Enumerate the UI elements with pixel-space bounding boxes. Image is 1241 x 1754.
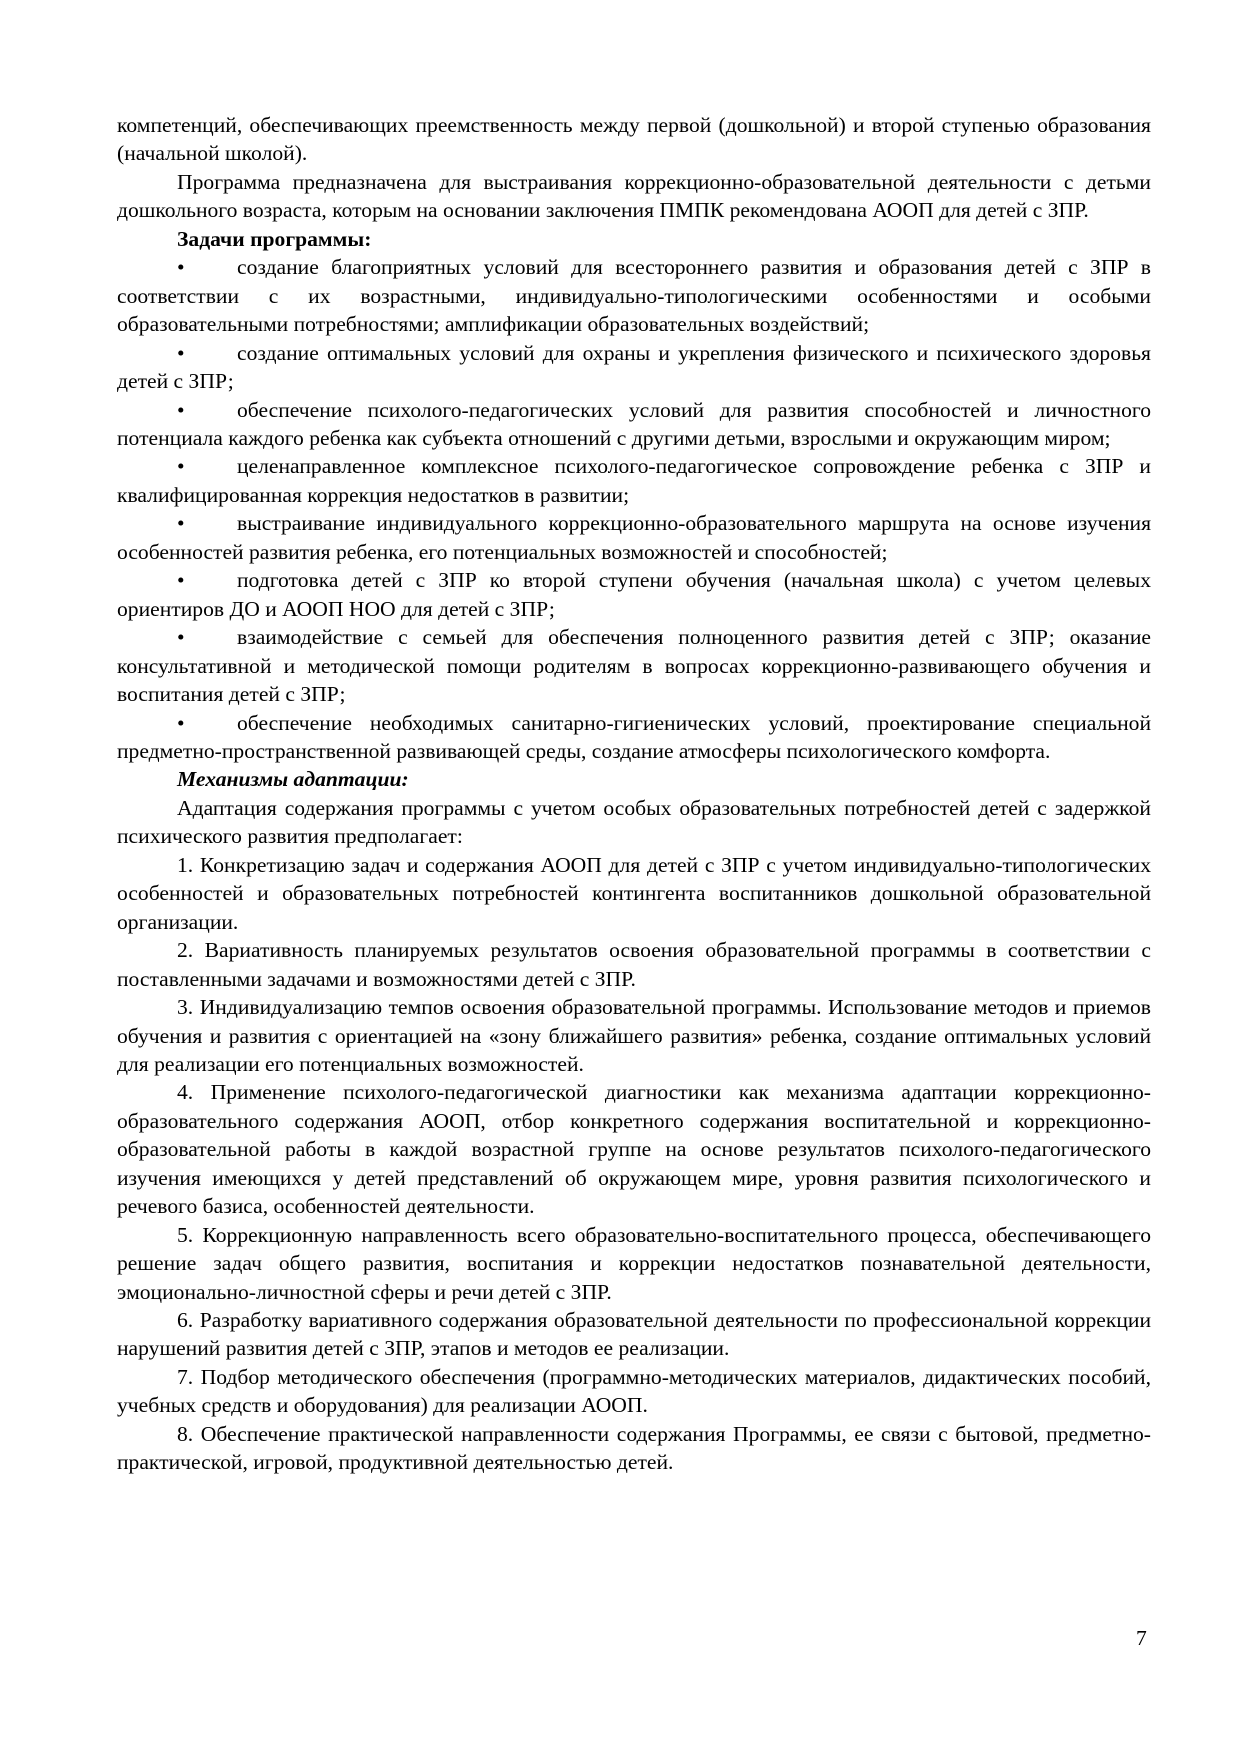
task-item	[117, 253, 1151, 338]
task-text: обеспечение необходимых санитарно-гигиенических условий, проектирование специальной предметно-пространственной развивающей среды, создание атмосферы психологического комфорта.	[117, 710, 1151, 763]
mechanism-item: 8. Обеспечение практической направленности содержания Программы, ее связи с бытовой, предметно-практической, игровой, продуктивной деятельностью детей.	[117, 1421, 1151, 1475]
mechanism-item: 2. Вариативность планируемых результатов освоения образовательной программы в соответствии с поставленными задачами и возможностями детей с ЗПР.	[117, 938, 1151, 991]
intro-paragraph: Программа предназначена для выстраивания коррекционно-образовательной деятельности с детьми дошкольного возраста, которым на основании заключения ПМПК рекомендована АООП для детей с ЗПР.	[117, 169, 1151, 223]
bullet-icon: •	[177, 397, 185, 422]
document-page	[117, 111, 1151, 1477]
task-item	[117, 709, 1151, 766]
task-item	[117, 452, 1151, 509]
mechanisms-intro-paragraph: Адаптация содержания программы с учетом особых образовательных потребностей детей с задержкой психического развития предполагает:	[117, 795, 1151, 849]
task-item	[117, 396, 1151, 453]
bullet-icon: •	[177, 568, 185, 593]
task-text: целенаправленное комплексное психолого-педагогическое сопровождение ребенка с ЗПР и квалифицированная коррекция недостатков в развитии;	[117, 454, 1151, 507]
mechanism-item: 3. Индивидуализацию темпов освоения образовательной программы. Использование методов и приемов обучения и развития с ориентацией на «зону ближайшего развития» ребенка, создание оптимальных условий для реализации его потенциальных возможностей.	[117, 995, 1151, 1076]
bullet-icon: •	[177, 710, 185, 735]
mechanism-item: 5. Коррекционную направленность всего образовательно-воспитательного процесса, обеспечивающего решение задач общего развития, воспитания и коррекции недостатков познавательной деятельности, эмоционально-личностной сферы и речи детей с ЗПР.	[117, 1222, 1151, 1304]
tasks-list	[117, 253, 1151, 765]
task-text: подготовка детей с ЗПР ко второй ступени обучения (начальная школа) с учетом целевых ориентиров ДО и АООП НОО для детей с ЗПР;	[117, 568, 1151, 621]
bullet-icon: •	[177, 255, 185, 280]
mechanisms-list	[117, 851, 1151, 1477]
intro-continuation-paragraph: компетенций, обеспечивающих преемственность между первой (дошкольной) и второй ступенью образования (начальной школой).	[117, 113, 1151, 166]
task-item	[117, 509, 1151, 566]
mechanism-item: 7. Подбор методического обеспечения (программно-методических материалов, дидактических пособий, учебных средств и оборудования) для реализации АООП.	[117, 1364, 1151, 1418]
task-text: взаимодействие с семьей для обеспечения полноценного развития детей с ЗПР; оказание консультативной и методической помощи родителям в вопросах коррекционно-развивающего обучения и воспитания детей с ЗПР;	[117, 625, 1151, 707]
mechanism-item: 1. Конкретизацию задач и содержания АООП для детей с ЗПР с учетом индивидуально-типологических особенностей и образовательных потребностей контингента воспитанников дошкольной образовательной организации.	[117, 852, 1151, 934]
task-text: выстраивание индивидуального коррекционно-образовательного маршрута на основе изучения особенностей развития ребенка, его потенциальных возможностей и способностей;	[117, 511, 1151, 564]
task-item	[117, 339, 1151, 396]
task-text: обеспечение психолого-педагогических условий для развития способностей и личностного потенциала каждого ребенка как субъекта отношений с другими детьми, взрослыми и окружающим миром;	[117, 397, 1151, 450]
bullet-icon: •	[177, 454, 185, 479]
mechanism-item: 6. Разработку вариативного содержания образовательной деятельности по профессиональной коррекции нарушений развития детей с ЗПР, этапов и методов ее реализации.	[117, 1308, 1151, 1361]
mechanisms-heading: Механизмы адаптации:	[177, 767, 409, 792]
task-item	[117, 566, 1151, 623]
bullet-icon: •	[177, 625, 185, 650]
task-text: создание благоприятных условий для всестороннего развития и образования детей с ЗПР в соответствии с их возрастными, индивидуально-типологическими особенностями и особыми образовательными потребностями; амплификации образовательных воздействий;	[117, 255, 1151, 337]
task-text: создание оптимальных условий для охраны и укрепления физического и психического здоровья детей с ЗПР;	[117, 340, 1151, 394]
page-number: 7	[1136, 1626, 1147, 1650]
bullet-icon: •	[177, 511, 185, 536]
bullet-icon: •	[177, 340, 185, 365]
tasks-heading: Задачи программы:	[177, 226, 372, 251]
task-item	[117, 623, 1151, 708]
mechanism-item: 4. Применение психолого-педагогической диагностики как механизма адаптации коррекционно-образовательного содержания АООП, отбор конкретного содержания воспитательной и коррекционно-образовательной работы в каждой возрастной группе на основе результатов психолого-педагогического изучения имеющихся у детей представлений об окружающем мире, уровня развития психологического и речевого базиса, особенностей деятельности.	[117, 1080, 1151, 1219]
